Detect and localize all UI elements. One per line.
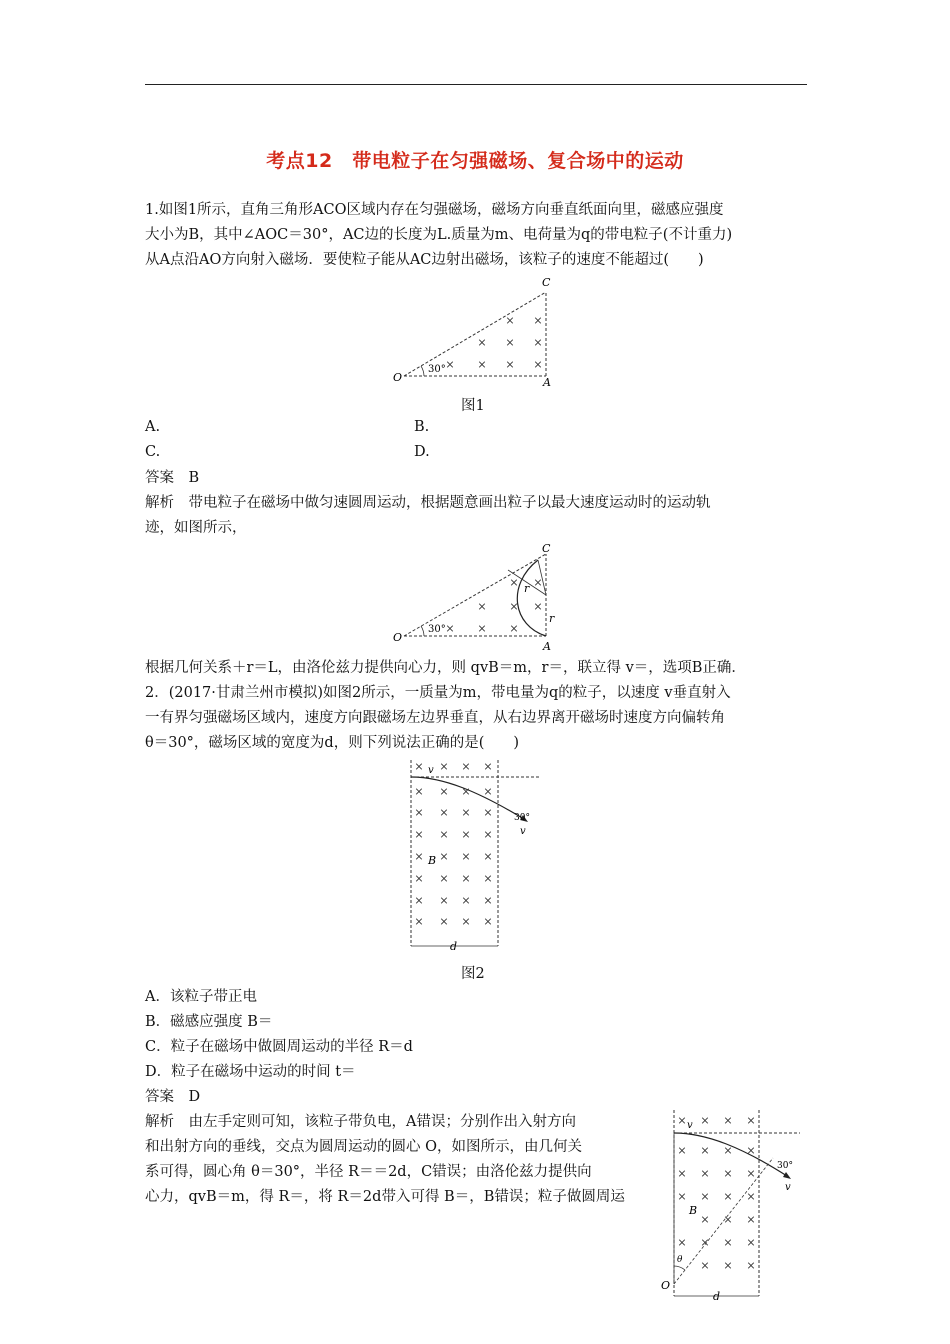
svg-text:×: × <box>461 894 471 907</box>
svg-text:×: × <box>723 1167 733 1180</box>
q2-option-d: D．粒子在磁场中运动的时间 t＝ <box>145 1064 356 1080</box>
svg-text:×: × <box>439 828 449 841</box>
svg-text:×: × <box>445 358 455 371</box>
fig1s-label-a: A <box>543 640 551 653</box>
svg-text:×: × <box>509 576 519 589</box>
svg-text:×: × <box>477 600 487 613</box>
svg-text:×: × <box>461 915 471 928</box>
svg-text:×: × <box>677 1144 687 1157</box>
svg-text:×: × <box>483 894 493 907</box>
svg-text:×: × <box>677 1236 687 1249</box>
svg-text:×: × <box>414 760 424 773</box>
figure-1-caption: 图1 <box>461 398 485 414</box>
fig2s-field-label: B <box>689 1204 698 1217</box>
svg-text:×: × <box>723 1236 733 1249</box>
svg-text:×: × <box>477 358 487 371</box>
svg-text:×: × <box>483 872 493 885</box>
svg-text:×: × <box>483 760 493 773</box>
svg-text:×: × <box>533 336 543 349</box>
q2-analysis-3: 系可得，圆心角 θ＝30°，半径 R＝＝2d，C错误；由洛伦兹力提供向 <box>145 1164 592 1180</box>
q2-line-1: 2．(2017·甘肃兰州市模拟)如图2所示，一质量为m，带电量为q的粒子，以速度 v垂直射入 <box>145 685 731 701</box>
svg-text:×: × <box>483 806 493 819</box>
fig1s-radius-label-2: r <box>549 612 555 625</box>
page-title: 考点12 带电粒子在匀强磁场、复合场中的运动 <box>266 150 684 172</box>
svg-text:×: × <box>533 358 543 371</box>
q1-option-c: C. <box>145 444 161 460</box>
svg-text:×: × <box>439 915 449 928</box>
svg-text:×: × <box>677 1114 687 1127</box>
svg-text:×: × <box>700 1190 710 1203</box>
fig2s-angle-label: 30° <box>777 1161 793 1171</box>
q1-option-b: B. <box>414 419 430 435</box>
fig2s-theta-label: θ <box>677 1255 683 1265</box>
fig2s-center-label: O <box>661 1279 671 1292</box>
svg-text:×: × <box>477 622 487 635</box>
q1-option-a: A. <box>145 419 161 435</box>
svg-text:×: × <box>700 1236 710 1249</box>
q2-line-2: 一有界匀强磁场区域内，速度方向跟磁场左边界垂直，从右边界离开磁场时速度方向偏转角 <box>145 710 725 726</box>
svg-text:×: × <box>677 1167 687 1180</box>
svg-text:×: × <box>483 850 493 863</box>
svg-text:×: × <box>439 785 449 798</box>
fig1-label-o: O <box>393 371 403 384</box>
fig1-label-a: A <box>543 376 551 387</box>
fig2-width-label: d <box>450 940 458 953</box>
svg-text:×: × <box>445 622 455 635</box>
q1-answer: 答案 B <box>145 470 200 486</box>
svg-text:×: × <box>533 576 543 589</box>
figure-1-solution <box>388 540 563 655</box>
svg-text:×: × <box>439 850 449 863</box>
fig2s-width-label: d <box>713 1290 721 1303</box>
fig1-angle-label: 30° <box>428 364 446 375</box>
svg-text:×: × <box>414 828 424 841</box>
fig2s-velocity-out: v <box>785 1182 791 1193</box>
svg-text:×: × <box>505 314 515 327</box>
q1-option-d: D. <box>414 444 430 460</box>
svg-text:×: × <box>483 915 493 928</box>
svg-text:×: × <box>723 1114 733 1127</box>
svg-text:×: × <box>746 1167 756 1180</box>
fig1s-angle-label: 30° <box>428 624 446 635</box>
svg-text:×: × <box>505 358 515 371</box>
q2-answer: 答案 D <box>145 1089 201 1105</box>
svg-text:×: × <box>700 1259 710 1272</box>
svg-text:×: × <box>461 785 471 798</box>
svg-text:×: × <box>723 1213 733 1226</box>
svg-text:×: × <box>509 600 519 613</box>
svg-text:×: × <box>533 600 543 613</box>
svg-text:×: × <box>746 1213 756 1226</box>
q2-analysis-2: 和出射方向的垂线，交点为圆周运动的圆心 O，如图所示，由几何关 <box>145 1139 582 1155</box>
svg-text:×: × <box>439 760 449 773</box>
fig2-velocity-out: v <box>520 826 526 837</box>
q2-option-a: A．该粒子带正电 <box>145 989 257 1005</box>
q2-option-b: B．磁感应强度 B＝ <box>145 1014 273 1030</box>
figure-1 <box>388 272 563 387</box>
fig2-field-label: B <box>428 854 437 867</box>
q2-line-3: θ＝30°，磁场区域的宽度为d，则下列说法正确的是( ) <box>145 735 520 751</box>
fig1s-label-o: O <box>393 631 403 644</box>
svg-text:×: × <box>533 314 543 327</box>
fig2s-velocity-in: v <box>687 1120 693 1131</box>
q1-line-2: 大小为B，其中∠AOC＝30°，AC边的长度为L.质量为m、电荷量为q的带电粒子(不计重力) <box>145 227 733 243</box>
svg-text:×: × <box>461 872 471 885</box>
svg-text:×: × <box>700 1213 710 1226</box>
svg-text:×: × <box>483 828 493 841</box>
svg-text:×: × <box>414 915 424 928</box>
svg-text:×: × <box>477 336 487 349</box>
svg-text:×: × <box>461 850 471 863</box>
figure-2-solution <box>655 1106 815 1306</box>
svg-text:×: × <box>677 1190 687 1203</box>
svg-text:×: × <box>414 806 424 819</box>
svg-text:×: × <box>439 872 449 885</box>
svg-text:×: × <box>414 894 424 907</box>
fig1s-label-c: C <box>542 542 551 555</box>
svg-text:×: × <box>700 1144 710 1157</box>
svg-text:×: × <box>700 1114 710 1127</box>
svg-text:×: × <box>439 894 449 907</box>
svg-text:×: × <box>414 850 424 863</box>
fig1s-radius-label-1: r <box>524 582 530 595</box>
svg-text:×: × <box>700 1167 710 1180</box>
svg-text:×: × <box>461 760 471 773</box>
svg-text:×: × <box>461 828 471 841</box>
q1-analysis-1: 解析 带电粒子在磁场中做匀速圆周运动，根据题意画出粒子以最大速度运动时的运动轨 <box>145 495 711 511</box>
svg-text:×: × <box>746 1190 756 1203</box>
fig1-label-c: C <box>542 276 551 289</box>
figure-2 <box>404 756 549 956</box>
q1-line-1: 1.如图1所示，直角三角形ACO区域内存在匀强磁场，磁场方向垂直纸面向里，磁感应强度 <box>145 202 724 218</box>
svg-text:×: × <box>509 622 519 635</box>
fig2-angle-label: 30° <box>514 813 530 823</box>
q1-analysis-2: 迹，如图所示， <box>145 520 247 536</box>
svg-text:×: × <box>723 1190 733 1203</box>
svg-text:×: × <box>746 1259 756 1272</box>
q1-line-3: 从A点沿AO方向射入磁场．要使粒子能从AC边射出磁场，该粒子的速度不能超过( ) <box>145 252 704 268</box>
svg-text:×: × <box>723 1144 733 1157</box>
svg-text:×: × <box>414 872 424 885</box>
q2-analysis-1: 解析 由左手定则可知，该粒子带负电，A错误；分别作出入射方向 <box>145 1114 576 1130</box>
svg-text:×: × <box>723 1259 733 1272</box>
svg-text:×: × <box>746 1144 756 1157</box>
svg-text:×: × <box>461 806 471 819</box>
svg-text:×: × <box>505 336 515 349</box>
svg-text:×: × <box>746 1236 756 1249</box>
svg-text:×: × <box>746 1114 756 1127</box>
svg-text:×: × <box>439 806 449 819</box>
svg-text:×: × <box>483 785 493 798</box>
q2-analysis-4: 心力，qvB＝m，得 R＝，将 R＝2d带入可得 B＝，B错误；粒子做圆周运 <box>145 1189 625 1205</box>
q1-conclusion: 根据几何关系＋r＝L，由洛伦兹力提供向心力，则 qvB＝m，r＝，联立得 v＝，选项B正确． <box>145 660 746 676</box>
q2-option-c: C．粒子在磁场中做圆周运动的半径 R＝d <box>145 1039 413 1055</box>
svg-text:×: × <box>414 785 424 798</box>
header-rule <box>145 84 807 85</box>
figure-2-caption: 图2 <box>461 966 485 982</box>
fig2-velocity-in: v <box>428 765 434 776</box>
